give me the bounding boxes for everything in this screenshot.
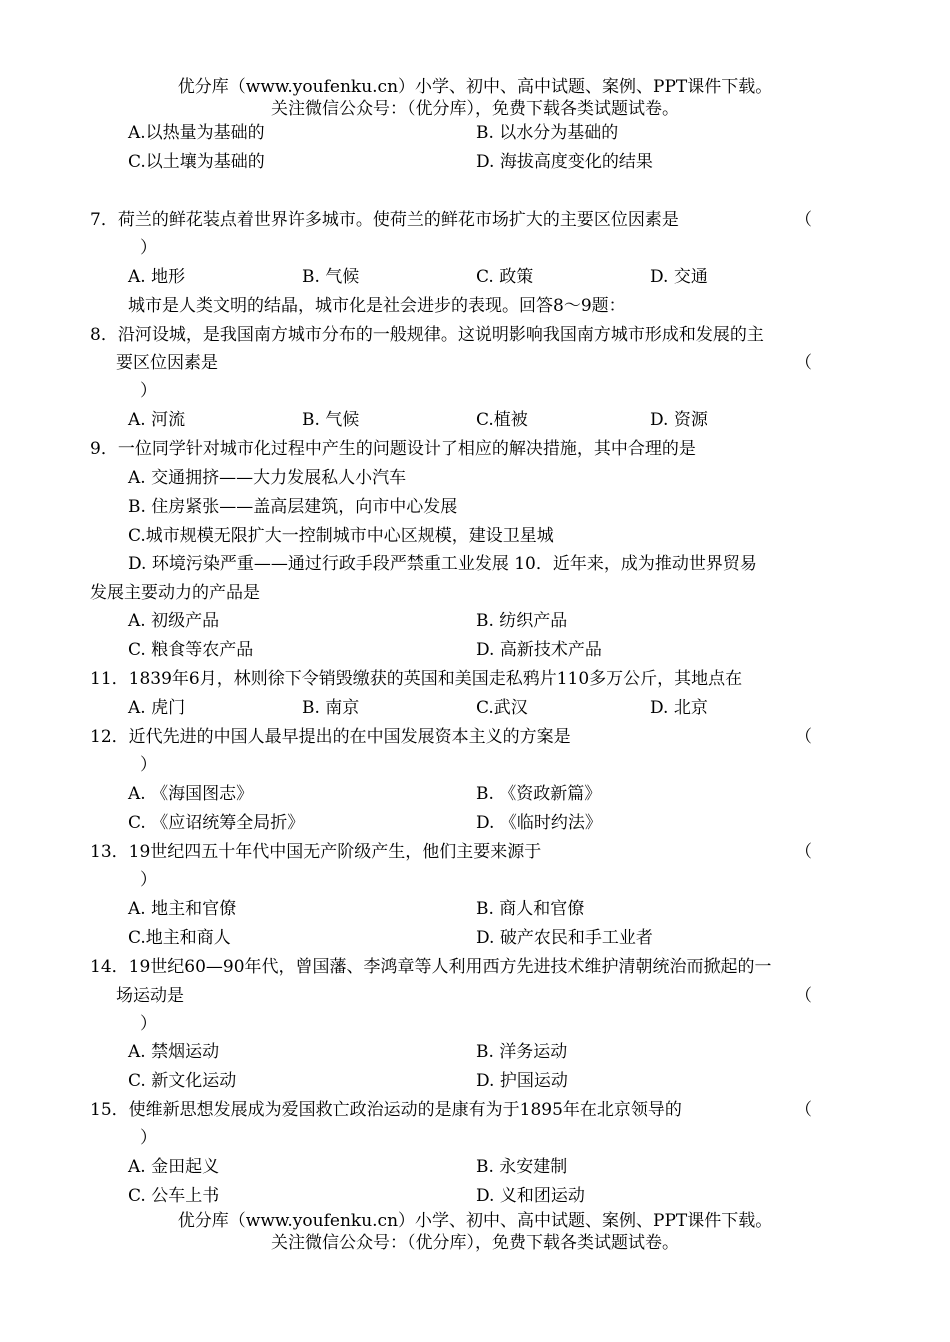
q13-option-a: A. 地主和官僚 bbox=[128, 899, 237, 919]
q10-option-c: C. 粮食等农产品 bbox=[128, 640, 254, 660]
q11-option-b: B. 南京 bbox=[302, 698, 360, 718]
q13-stem: 13．19世纪四五十年代中国无产阶级产生，他们主要来源于 bbox=[90, 842, 542, 862]
q11-option-d: D. 北京 bbox=[650, 698, 708, 718]
q7-option-c: C. 政策 bbox=[476, 267, 534, 287]
q10-option-d: D. 高新技术产品 bbox=[476, 640, 602, 660]
q8-stem-line-1: 8．沿河设城，是我国南方城市分布的一般规律。这说明影响我国南方城市形成和发展的主 bbox=[90, 325, 764, 345]
q12-paren-open: （ bbox=[795, 727, 812, 747]
q7-paren-open: （ bbox=[795, 210, 812, 230]
q7-option-d: D. 交通 bbox=[650, 267, 708, 287]
q14-option-d: D. 护国运动 bbox=[476, 1071, 568, 1091]
header-line-1: 优分库（www.youfenku.cn）小学、初中、高中试题、案例、PPT课件下载。 bbox=[177, 77, 773, 97]
q15-stem: 15．使维新思想发展成为爱国救亡政治运动的是康有为于1895年在北京领导的 bbox=[90, 1100, 682, 1120]
q7-paren-close: ） bbox=[140, 238, 157, 258]
q12-option-a: A. 《海国图志》 bbox=[128, 784, 254, 804]
q12-option-b: B. 《资政新篇》 bbox=[476, 784, 602, 804]
q12-paren-close: ） bbox=[140, 755, 157, 775]
q14-stem-line-1: 14．19世纪60—90年代，曾国藩、李鸿章等人利用西方先进技术维护清朝统治而掀起的一 bbox=[90, 957, 772, 977]
q11-stem: 11．1839年6月，林则徐下令销毁缴获的英国和美国走私鸦片110多万公斤，其地点在 bbox=[90, 669, 743, 689]
q9-option-a: A. 交通拥挤——大力发展私人小汽车 bbox=[128, 468, 407, 488]
q14-stem-line-2: 场运动是 bbox=[116, 986, 184, 1006]
q13-paren-close: ） bbox=[140, 870, 157, 890]
q15-option-d: D. 义和团运动 bbox=[476, 1186, 585, 1206]
q13-option-c: C.地主和商人 bbox=[128, 928, 231, 948]
q9-option-c: C.城市规模无限扩大一控制城市中心区规模，建设卫星城 bbox=[128, 526, 554, 546]
q9-stem: 9．一位同学针对城市化过程中产生的问题设计了相应的解决措施，其中合理的是 bbox=[90, 439, 696, 459]
q8-stem-line-2: 要区位因素是 bbox=[116, 353, 218, 373]
q7-option-b: B. 气候 bbox=[302, 267, 360, 287]
q10-option-b: B. 纺织产品 bbox=[476, 611, 568, 631]
q11-option-a: A. 虎门 bbox=[128, 698, 186, 718]
q10-option-a: A. 初级产品 bbox=[128, 611, 220, 631]
q9-option-d: D. 环境污染严重——通过行政手段严禁重工业发展 10．近年来，成为推动世界贸易 bbox=[128, 554, 757, 574]
q8-option-b: B. 气候 bbox=[302, 410, 360, 430]
q15-paren-open: （ bbox=[795, 1100, 812, 1120]
footer-line-2: 关注微信公众号：（优分库），免费下载各类试题试卷。 bbox=[271, 1233, 679, 1253]
q14-option-c: C. 新文化运动 bbox=[128, 1071, 237, 1091]
q12-option-c: C. 《应诏统筹全局折》 bbox=[128, 813, 305, 833]
q8-paren-open: （ bbox=[795, 353, 812, 373]
q9-option-b: B. 住房紧张——盖高层建筑，向市中心发展 bbox=[128, 497, 458, 517]
q6-option-d: D. 海拔高度变化的结果 bbox=[476, 152, 653, 172]
q13-paren-open: （ bbox=[795, 842, 812, 862]
q15-option-c: C. 公车上书 bbox=[128, 1186, 220, 1206]
q15-option-a: A. 金田起义 bbox=[128, 1157, 220, 1177]
footer-line-1: 优分库（www.youfenku.cn）小学、初中、高中试题、案例、PPT课件下载。 bbox=[177, 1211, 773, 1231]
header-line-2: 关注微信公众号：（优分库），免费下载各类试题试卷。 bbox=[271, 99, 679, 119]
q6-option-c: C.以土壤为基础的 bbox=[128, 152, 265, 172]
q15-paren-close: ） bbox=[140, 1128, 157, 1148]
q14-paren-close: ） bbox=[140, 1014, 157, 1034]
q11-option-c: C.武汉 bbox=[476, 698, 528, 718]
q13-option-b: B. 商人和官僚 bbox=[476, 899, 585, 919]
q8-paren-close: ） bbox=[140, 381, 157, 401]
q15-option-b: B. 永安建制 bbox=[476, 1157, 568, 1177]
q14-option-b: B. 洋务运动 bbox=[476, 1042, 568, 1062]
q6-option-b: B. 以水分为基础的 bbox=[476, 123, 619, 143]
q14-option-a: A. 禁烟运动 bbox=[128, 1042, 220, 1062]
q6-option-a: A.以热量为基础的 bbox=[128, 123, 265, 143]
intro-8-9: 城市是人类文明的结晶，城市化是社会进步的表现。回答8～9题： bbox=[128, 296, 626, 316]
q14-paren-open: （ bbox=[795, 986, 812, 1006]
q8-option-c: C.植被 bbox=[476, 410, 528, 430]
q12-option-d: D. 《临时约法》 bbox=[476, 813, 602, 833]
q10-stem-cont: 发展主要动力的产品是 bbox=[90, 583, 260, 603]
q8-option-d: D. 资源 bbox=[650, 410, 708, 430]
q13-option-d: D. 破产农民和手工业者 bbox=[476, 928, 653, 948]
q8-option-a: A. 河流 bbox=[128, 410, 186, 430]
q12-stem: 12．近代先进的中国人最早提出的在中国发展资本主义的方案是 bbox=[90, 727, 571, 747]
q7-option-a: A. 地形 bbox=[128, 267, 186, 287]
q7-stem: 7．荷兰的鲜花装点着世界许多城市。使荷兰的鲜花市场扩大的主要区位因素是 bbox=[90, 210, 679, 230]
